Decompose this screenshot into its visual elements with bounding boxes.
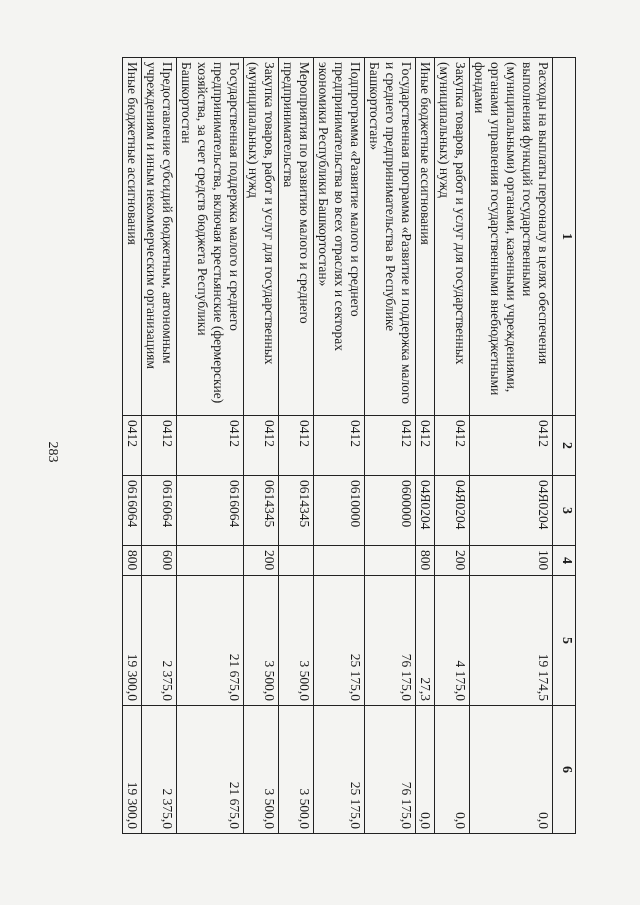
row-expense-type [314,546,365,576]
row-amount-1: 25 175,0 [314,576,365,706]
table-row [142,58,177,834]
row-amount-1: 4 175,0 [435,576,470,706]
col-header-expense-type: 4 [553,546,576,576]
table-row [123,58,142,834]
row-amount-2: 21 675,0 [177,706,244,834]
col-header-name: 1 [553,58,576,416]
row-target-code: 04Я0204 [435,476,470,546]
page-number: 283 [45,441,60,463]
budget-table [122,57,576,834]
row-amount-1: 21 675,0 [177,576,244,706]
row-expense-type [177,546,244,576]
row-section-code: 0412 [470,416,553,476]
table-row [416,58,435,834]
row-name: Государственная программа «Развитие и поддержка малого и среднего предпринимательства в Республике Башкортостан» [365,58,416,416]
col-header-amount-1: 5 [553,576,576,706]
row-section-code: 0412 [142,416,177,476]
table-row [244,58,279,834]
row-amount-2: 19 300,0 [123,706,142,834]
row-amount-1: 27,3 [416,576,435,706]
table-row [470,58,553,834]
row-expense-type [279,546,314,576]
row-name: Предоставление субсидий бюджетным, автономным учреждениям и иным некоммерческим организациям [142,58,177,416]
row-amount-2: 0,0 [470,706,553,834]
row-target-code: 0610000 [314,476,365,546]
row-name: Мероприятия по развитию малого и среднего предпринимательства [279,58,314,416]
row-name: Расходы на выплаты персоналу в целях обеспечения выполнения функций государственными (муниципальными) органами, казенными учреждениями, органами управления государственными внебюджетными фондами [470,58,553,416]
row-section-code: 0412 [314,416,365,476]
row-section-code: 0412 [416,416,435,476]
rotated-page [78,57,576,833]
row-name: Иные бюджетные ассигнования [123,58,142,416]
row-target-code: 0600000 [365,476,416,546]
row-name: Закупка товаров, работ и услуг для государственных (муниципальных) нужд [435,58,470,416]
table-row [314,58,365,834]
row-amount-2: 0,0 [416,706,435,834]
row-section-code: 0412 [123,416,142,476]
col-header-amount-2: 6 [553,706,576,834]
row-amount-1: 19 300,0 [123,576,142,706]
table-row [365,58,416,834]
row-amount-2: 2 375,0 [142,706,177,834]
col-header-target-item: 3 [553,476,576,546]
row-amount-1: 3 500,0 [279,576,314,706]
row-section-code: 0412 [279,416,314,476]
row-target-code: 0614345 [279,476,314,546]
row-target-code: 0614345 [244,476,279,546]
row-expense-type [365,546,416,576]
header-row [553,58,576,834]
row-amount-1: 3 500,0 [244,576,279,706]
document-content [78,57,576,833]
row-expense-type: 800 [123,546,142,576]
row-section-code: 0412 [244,416,279,476]
row-target-code: 04Я0204 [416,476,435,546]
row-section-code: 0412 [435,416,470,476]
row-amount-2: 3 500,0 [279,706,314,834]
table-row [279,58,314,834]
row-amount-2: 76 175,0 [365,706,416,834]
row-expense-type: 200 [435,546,470,576]
row-expense-type: 100 [470,546,553,576]
row-amount-1: 19 174,5 [470,576,553,706]
row-target-code: 0616064 [142,476,177,546]
row-amount-2: 25 175,0 [314,706,365,834]
table-row [435,58,470,834]
row-name: Закупка товаров, работ и услуг для государственных (муниципальных) нужд [244,58,279,416]
row-name: Подпрограмма «Развитие малого и среднего предпринимательства во всех отраслях и секторах экономики Республики Башкортостан» [314,58,365,416]
row-target-code: 0616064 [123,476,142,546]
row-expense-type: 800 [416,546,435,576]
row-amount-1: 2 375,0 [142,576,177,706]
row-section-code: 0412 [365,416,416,476]
col-header-section: 2 [553,416,576,476]
row-expense-type: 600 [142,546,177,576]
row-name: Иные бюджетные ассигнования [416,58,435,416]
row-amount-2: 0,0 [435,706,470,834]
row-expense-type: 200 [244,546,279,576]
row-name: Государственная поддержка малого и среднего предпринимательства, включая крестьянские (фермерские) хозяйства, за счет средств бюджета Республики Башкортостан [177,58,244,416]
row-target-code: 0616064 [177,476,244,546]
table-row [177,58,244,834]
row-section-code: 0412 [177,416,244,476]
row-amount-1: 76 175,0 [365,576,416,706]
row-amount-2: 3 500,0 [244,706,279,834]
row-target-code: 04Я0204 [470,476,553,546]
